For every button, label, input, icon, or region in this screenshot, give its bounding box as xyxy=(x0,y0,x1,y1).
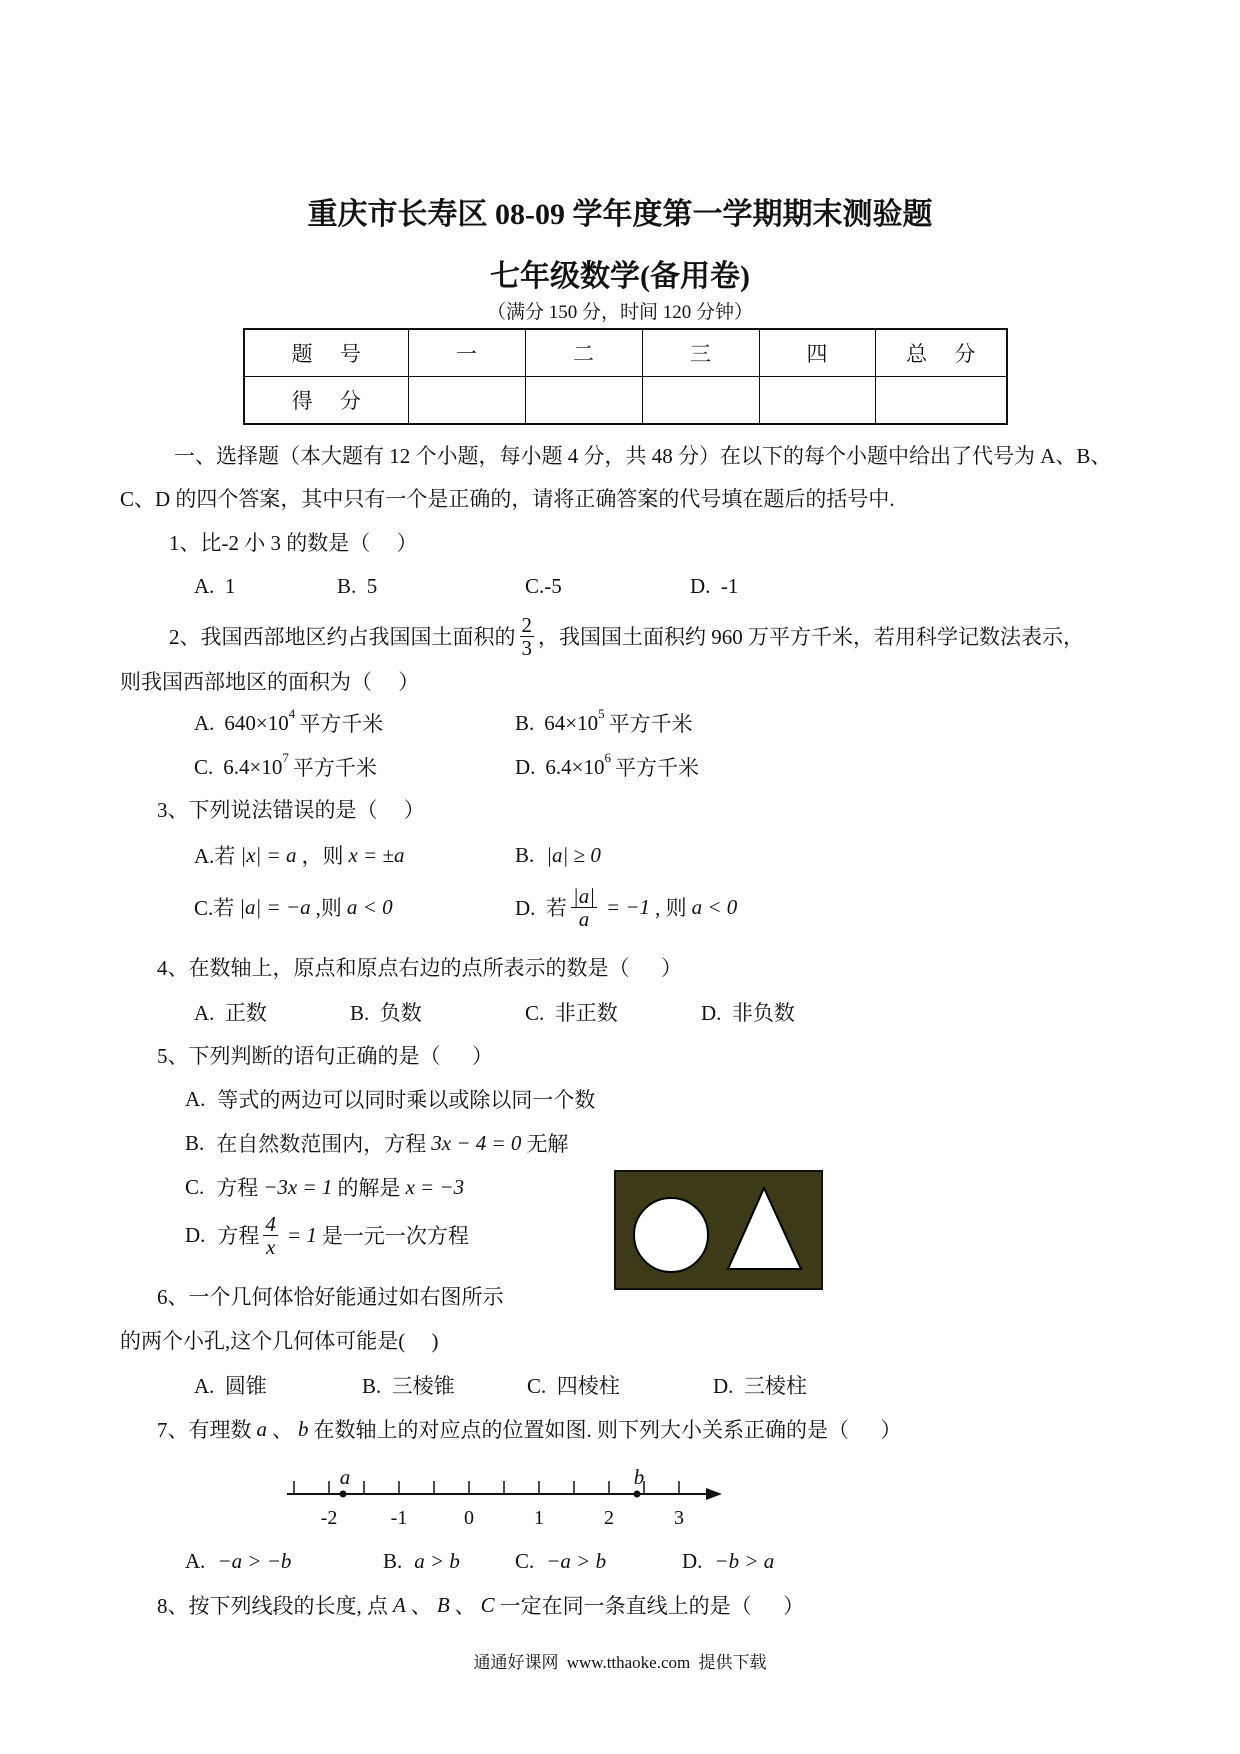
score-table xyxy=(243,328,1008,425)
q2-stem-line1 xyxy=(169,612,1084,660)
option-label: C. xyxy=(515,1548,535,1573)
q3-option-a xyxy=(194,840,410,870)
q4-option-a: A. 正数 xyxy=(194,1001,267,1025)
q6-stem-line1: 6、一个几何体恰好能通过如右图所示 xyxy=(157,1285,504,1309)
q4-option-b: B. 负数 xyxy=(350,1001,422,1025)
q3-option-b xyxy=(515,840,606,870)
two-holes-figure xyxy=(614,1170,823,1290)
score-table-header-cell: 四 xyxy=(759,329,875,377)
variable: A xyxy=(393,1592,406,1617)
score-table-header-cell: 题 号 xyxy=(244,329,408,377)
option-text: 在自然数范围内，方程 xyxy=(216,1132,427,1156)
option-label: C. xyxy=(194,754,214,779)
number-line xyxy=(270,1455,740,1535)
score-table-score-row xyxy=(244,377,1007,425)
q3-option-d-fraction xyxy=(571,885,597,930)
option-exponent: 7 xyxy=(282,750,289,765)
q1-option-b: B. 5 xyxy=(337,573,378,598)
score-table-header-cell: 一 xyxy=(408,329,525,377)
score-table-header-row xyxy=(244,329,1007,377)
option-text: 方程 xyxy=(216,1176,259,1200)
point-label-b: b xyxy=(633,1465,645,1489)
tick-label: 2 xyxy=(604,1507,614,1529)
variable: b xyxy=(298,1416,309,1441)
q2-option-c xyxy=(194,752,377,782)
q7-stem-text: 在数轴上的对应点的位置如图. 则下列大小关系正确的是（ ） xyxy=(313,1418,902,1442)
option-label: D. xyxy=(515,754,536,779)
q1-option-c: C.-5 xyxy=(525,573,562,598)
q2-option-a xyxy=(194,708,383,738)
option-label: A. xyxy=(185,1548,206,1573)
tick-label: 3 xyxy=(674,1507,684,1529)
q3-stem: 3、下列说法错误的是（ ） xyxy=(157,798,425,822)
q7-option-d xyxy=(682,1546,779,1576)
point-label-a: a xyxy=(339,1465,351,1489)
separator: 、 xyxy=(272,1418,293,1442)
option-unit: 平方千米 xyxy=(292,756,377,780)
q2-option-b xyxy=(515,708,693,738)
option-expression: = 1 xyxy=(286,1222,317,1247)
option-label: C. xyxy=(185,1174,205,1199)
q3-option-d xyxy=(515,883,742,931)
option-label: A.若 xyxy=(194,844,236,868)
q2-option-d xyxy=(515,752,699,782)
option-expression: 6.4×10 xyxy=(545,754,605,779)
q2-fraction xyxy=(520,614,535,659)
q5-option-d-fraction xyxy=(263,1213,278,1258)
q6-option-c: C. 四棱柱 xyxy=(527,1374,620,1398)
option-expression: x = −3 xyxy=(405,1174,465,1199)
score-cell xyxy=(642,377,759,425)
option-text: ,则 xyxy=(315,896,342,920)
separator: 、 xyxy=(454,1594,476,1618)
option-text: , 则 xyxy=(655,896,687,920)
option-label: B. xyxy=(185,1130,205,1155)
q5-option-a xyxy=(185,1084,595,1114)
q7-option-c xyxy=(515,1546,611,1576)
circle-hole-icon xyxy=(634,1198,708,1272)
option-text: 的解是 xyxy=(337,1176,401,1200)
option-label: B. xyxy=(515,842,535,867)
q4-option-c: C. 非正数 xyxy=(525,1001,618,1025)
separator: 、 xyxy=(410,1594,432,1618)
score-table-header-cell: 二 xyxy=(525,329,642,377)
q4-stem: 4、在数轴上，原点和原点右边的点所表示的数是（ ） xyxy=(157,956,682,980)
q2-stem-text: 2、我国西部地区约占我国国土面积的 xyxy=(169,625,516,649)
option-unit: 平方千米 xyxy=(615,756,700,780)
q2-stem-text: ，我国国土面积约 960 万平方千米，若用科学记数法表示， xyxy=(538,625,1084,649)
option-text: ，则 xyxy=(301,844,344,868)
fraction-denominator: x xyxy=(266,1234,276,1259)
page-footer: 通通好课网 www.tthaoke.com 提供下载 xyxy=(473,1652,767,1672)
option-text: 是一元一次方程 xyxy=(321,1224,469,1248)
option-exponent: 5 xyxy=(598,706,605,721)
option-exponent: 6 xyxy=(604,750,612,765)
point-b xyxy=(634,1491,641,1498)
point-a xyxy=(340,1491,347,1498)
option-label: D. xyxy=(185,1222,206,1247)
score-table-row-label: 得 分 xyxy=(244,377,408,425)
option-expression: −b > a xyxy=(714,1548,775,1573)
option-unit: 平方千米 xyxy=(608,712,693,736)
tick-label: 0 xyxy=(464,1507,474,1529)
option-text: 无解 xyxy=(526,1132,569,1156)
score-cell xyxy=(759,377,875,425)
variable: a xyxy=(256,1416,267,1441)
option-expression: a < 0 xyxy=(691,894,738,919)
q7-stem xyxy=(157,1414,902,1444)
tick-label: -1 xyxy=(390,1507,408,1529)
option-label: A. xyxy=(185,1086,206,1111)
q2-stem-line2: 则我国西部地区的面积为（ ） xyxy=(120,670,420,694)
option-label: B. xyxy=(383,1548,403,1573)
score-cell xyxy=(875,377,1007,425)
arrow-right-icon xyxy=(706,1488,722,1500)
score-cell xyxy=(525,377,642,425)
option-expression: 3x − 4 = 0 xyxy=(431,1130,522,1155)
option-expression: a < 0 xyxy=(346,894,393,919)
option-label: A. xyxy=(194,710,215,735)
option-label: B. xyxy=(515,710,535,735)
option-expression: |a| ≥ 0 xyxy=(546,842,601,867)
option-exponent: 4 xyxy=(288,706,296,721)
fraction-numerator: 2 xyxy=(521,612,532,637)
tick-label: 1 xyxy=(534,1507,544,1529)
q7-stem-text: 7、有理数 xyxy=(157,1418,252,1442)
fraction-numerator: |a| xyxy=(572,883,595,908)
option-expression: 640×10 xyxy=(224,710,289,735)
q1-option-d: D. -1 xyxy=(690,573,739,598)
q8-stem-text: 8、按下列线段的长度, 点 xyxy=(157,1594,388,1618)
q6-option-d: D. 三棱柱 xyxy=(713,1374,807,1398)
option-text: 等式的两边可以同时乘以或除以同一个数 xyxy=(217,1088,596,1112)
q1-option-a: A. 1 xyxy=(194,573,236,598)
exam-subtitle: 七年级数学(备用卷) xyxy=(490,260,750,293)
exam-title: 重庆市长寿区 08-09 学年度第一学期期末测验题 xyxy=(307,198,933,231)
fraction-denominator: a xyxy=(578,906,590,931)
option-label: C.若 xyxy=(194,896,235,920)
tick-label: -2 xyxy=(320,1507,338,1529)
exam-meta: （满分 150 分，时间 120 分钟） xyxy=(486,301,753,323)
q5-option-c xyxy=(185,1172,469,1202)
q7-option-b xyxy=(383,1546,465,1576)
section1-intro-line1: 一、选择题（本大题有 12 个小题，每小题 4 分，共 48 分）在以下的每个小题中给出了代号为 A、B、 xyxy=(174,444,1112,468)
variable: C xyxy=(480,1592,495,1617)
option-text: 方程 xyxy=(217,1224,260,1248)
option-expression: a > b xyxy=(414,1548,460,1573)
option-expression: 6.4×10 xyxy=(223,754,283,779)
q6-stem-line2: 的两个小孔,这个几何体可能是( ) xyxy=(120,1329,439,1353)
q6-option-a: A. 圆锥 xyxy=(194,1374,267,1398)
score-table-header-cell: 三 xyxy=(642,329,759,377)
q7-option-a xyxy=(185,1546,296,1576)
fraction-denominator: 3 xyxy=(521,635,532,660)
option-expression: 64×10 xyxy=(544,710,599,735)
fraction-numerator: 4 xyxy=(265,1211,276,1236)
option-expression: −a > −b xyxy=(217,1548,292,1573)
q1-stem: 1、比-2 小 3 的数是（ ） xyxy=(169,531,418,555)
option-label: D. xyxy=(682,1548,703,1573)
q6-option-b: B. 三棱锥 xyxy=(362,1374,455,1398)
q5-option-d xyxy=(185,1211,469,1259)
q3-option-c xyxy=(194,892,398,922)
score-table-header-cell: 总 分 xyxy=(875,329,1007,377)
score-cell xyxy=(408,377,525,425)
q4-option-d: D. 非负数 xyxy=(701,1001,795,1025)
option-expression: = −1 xyxy=(605,894,651,919)
q5-option-b xyxy=(185,1128,568,1158)
option-expression: |x| = a xyxy=(240,842,297,867)
q8-stem xyxy=(157,1590,804,1620)
section1-intro-line2: C、D 的四个答案，其中只有一个是正确的，请将正确答案的代号填在题后的括号中. xyxy=(120,487,895,511)
option-expression: −a > b xyxy=(546,1548,607,1573)
option-label: D. 若 xyxy=(515,896,567,920)
option-expression: x = ±a xyxy=(348,842,405,867)
q8-stem-text: 一定在同一条直线上的是（ ） xyxy=(499,1594,805,1618)
option-expression: −3x = 1 xyxy=(263,1174,333,1199)
q5-stem: 5、下列判断的语句正确的是（ ） xyxy=(157,1044,493,1068)
option-expression: |a| = −a xyxy=(239,894,311,919)
option-unit: 平方千米 xyxy=(299,712,384,736)
variable: B xyxy=(436,1592,450,1617)
